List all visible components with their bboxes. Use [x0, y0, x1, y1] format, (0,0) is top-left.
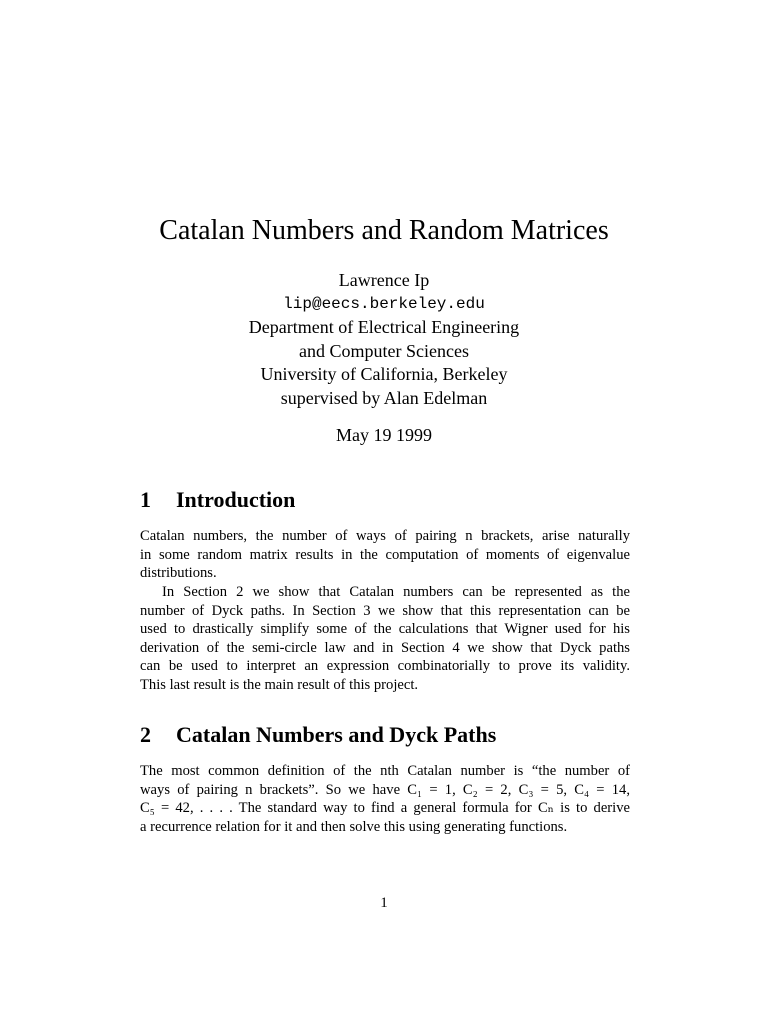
paragraph-line: used to drastically simplify some of the calculations that Wigner used for his	[140, 621, 630, 638]
section-2-paragraph-1	[140, 762, 630, 836]
author-supervisor: supervised by Alan Edelman	[280, 387, 488, 408]
paragraph-line: In Section 2 we show that Catalan numbers can be represented as the	[162, 584, 630, 600]
section-1-paragraph-1	[140, 527, 630, 583]
paragraph-line: ways of pairing n brackets”. So we have C₁ = 1, C₂ = 2, C₃ = 5, C₄ = 14,	[140, 781, 630, 798]
paragraph-line: number of Dyck paths. In Section 3 we show that this representation can be	[140, 602, 630, 619]
paragraph-line: derivation of the semi-circle law and in Section 4 we show that Dyck paths	[140, 639, 630, 656]
author-university: University of California, Berkeley	[260, 364, 508, 385]
author-block	[0, 269, 768, 411]
paragraph-line: a recurrence relation for it and then solve this using generating functions.	[140, 818, 568, 835]
page-number: 1	[380, 895, 388, 911]
paragraph-line: in some random matrix results in the computation of moments of eigenvalue	[140, 546, 630, 563]
paragraph-line: can be used to interpret an expression combinatorially to prove its validity.	[140, 658, 630, 675]
author-department-line1: Department of Electrical Engineering	[248, 317, 520, 338]
section-2-title: Catalan Numbers and Dyck Paths	[176, 722, 497, 747]
author-email: lip@eecs.berkeley.edu	[283, 294, 485, 313]
paper-date: May 19 1999	[336, 425, 432, 445]
section-1-heading	[140, 486, 295, 514]
section-2-number: 2	[140, 722, 151, 747]
paragraph-line: The most common definition of the nth Catalan number is “the number of	[140, 763, 630, 779]
paragraph-line: Catalan numbers, the number of ways of pairing n brackets, arise naturally	[140, 528, 630, 544]
paper-title: Catalan Numbers and Random Matrices	[159, 215, 609, 246]
section-2-heading	[140, 721, 496, 749]
paragraph-line: C₅ = 42, . . . . The standard way to find a general formula for Cₙ is to derive	[140, 800, 630, 817]
author-name: Lawrence Ip	[338, 270, 430, 290]
section-1-title: Introduction	[176, 487, 296, 512]
paragraph-line: distributions.	[140, 565, 217, 582]
section-1-paragraph-2	[140, 583, 630, 695]
paragraph-line: This last result is the main result of this project.	[140, 676, 419, 693]
author-department-line2: and Computer Sciences	[299, 340, 469, 361]
section-1-number: 1	[140, 487, 151, 512]
